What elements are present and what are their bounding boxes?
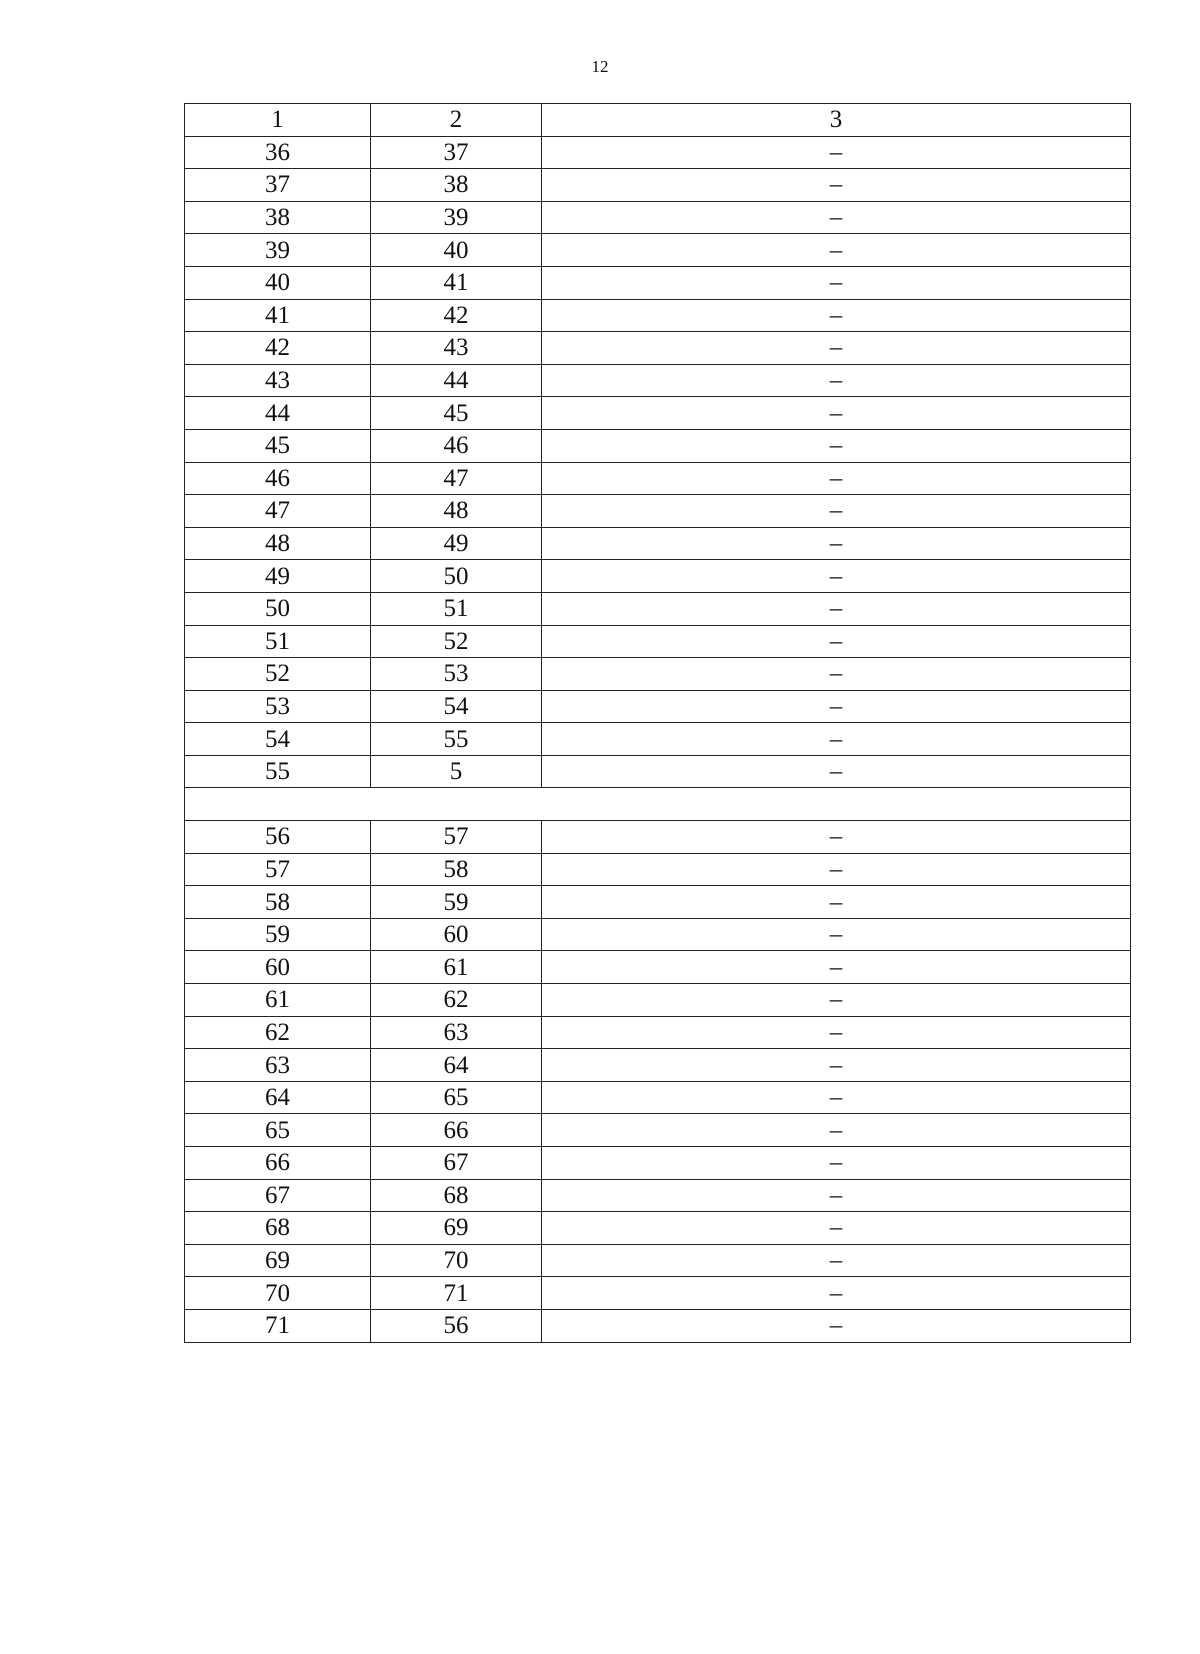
table-cell-col1: 38	[185, 201, 371, 234]
table-cell-col1: 68	[185, 1212, 371, 1245]
header-cell-3: 3	[542, 104, 1131, 137]
table-cell-col3: –	[542, 592, 1131, 625]
table-cell-col1: 46	[185, 462, 371, 495]
table-row	[185, 1212, 1131, 1245]
table-cell-col2: 41	[371, 266, 542, 299]
table-cell-col3: –	[542, 1081, 1131, 1114]
table-cell-col1: 48	[185, 527, 371, 560]
table-cell-col3: –	[542, 234, 1131, 267]
table-row	[185, 1179, 1131, 1212]
table-cell-col2: 63	[371, 1016, 542, 1049]
table-row	[185, 1309, 1131, 1342]
table-cell-col1: 40	[185, 266, 371, 299]
table-cell-col1: 54	[185, 723, 371, 756]
table-row	[185, 886, 1131, 919]
table-separator-cell	[185, 788, 1131, 821]
table-cell-col2: 59	[371, 886, 542, 919]
table-cell-col3: –	[542, 1212, 1131, 1245]
page-number: 12	[591, 57, 609, 76]
table-row	[185, 1244, 1131, 1277]
table-cell-col2: 51	[371, 592, 542, 625]
table-cell-col3: –	[542, 1309, 1131, 1342]
table-cell-col3: –	[542, 527, 1131, 560]
table-cell-col3: –	[542, 755, 1131, 788]
table-row	[185, 560, 1131, 593]
table-row	[185, 821, 1131, 854]
table-row	[185, 234, 1131, 267]
table-cell-col2: 48	[371, 495, 542, 528]
table-cell-col2: 43	[371, 332, 542, 365]
table-cell-col3: –	[542, 201, 1131, 234]
table-cell-col3: –	[542, 364, 1131, 397]
table-cell-col1: 42	[185, 332, 371, 365]
table-cell-col2: 61	[371, 951, 542, 984]
table-cell-col2: 42	[371, 299, 542, 332]
table-cell-col1: 63	[185, 1049, 371, 1082]
header-cell-1: 1	[185, 104, 371, 137]
table-cell-col3: –	[542, 658, 1131, 691]
table-cell-col3: –	[542, 136, 1131, 169]
header-cell-2: 2	[371, 104, 542, 137]
table-cell-col1: 44	[185, 397, 371, 430]
table-row	[185, 332, 1131, 365]
table-row	[185, 527, 1131, 560]
table-row	[185, 592, 1131, 625]
table-cell-col2: 62	[371, 984, 542, 1017]
table-row	[185, 625, 1131, 658]
table-cell-col1: 59	[185, 918, 371, 951]
table-cell-col1: 58	[185, 886, 371, 919]
table-cell-col3: –	[542, 1179, 1131, 1212]
table-row	[185, 723, 1131, 756]
table-cell-col1: 41	[185, 299, 371, 332]
table-header-row	[185, 104, 1131, 137]
table-cell-col2: 64	[371, 1049, 542, 1082]
table-cell-col1: 60	[185, 951, 371, 984]
table-cell-col3: –	[542, 1244, 1131, 1277]
table-cell-col3: –	[542, 169, 1131, 202]
table-row	[185, 918, 1131, 951]
table-cell-col1: 50	[185, 592, 371, 625]
table-cell-col3: –	[542, 332, 1131, 365]
table-cell-col1: 70	[185, 1277, 371, 1310]
table-cell-col2: 57	[371, 821, 542, 854]
table-cell-col1: 37	[185, 169, 371, 202]
table-cell-col1: 43	[185, 364, 371, 397]
table-cell-col1: 39	[185, 234, 371, 267]
table-cell-col1: 57	[185, 853, 371, 886]
table-cell-col2: 53	[371, 658, 542, 691]
table-row	[185, 201, 1131, 234]
table-cell-col2: 67	[371, 1147, 542, 1180]
table-cell-col2: 66	[371, 1114, 542, 1147]
table-cell-col3: –	[542, 918, 1131, 951]
table-cell-col1: 71	[185, 1309, 371, 1342]
table-cell-col3: –	[542, 1147, 1131, 1180]
table-cell-col3: –	[542, 1114, 1131, 1147]
table-row	[185, 266, 1131, 299]
table-cell-col3: –	[542, 886, 1131, 919]
table-cell-col3: –	[542, 1277, 1131, 1310]
table-cell-col3: –	[542, 690, 1131, 723]
table-cell-col2: 40	[371, 234, 542, 267]
table-row	[185, 1147, 1131, 1180]
table-cell-col2: 5	[371, 755, 542, 788]
table-row	[185, 984, 1131, 1017]
table-cell-col3: –	[542, 397, 1131, 430]
table-cell-col1: 65	[185, 1114, 371, 1147]
table-row	[185, 462, 1131, 495]
table-cell-col3: –	[542, 429, 1131, 462]
table-row	[185, 169, 1131, 202]
table-row	[185, 690, 1131, 723]
table-cell-col2: 37	[371, 136, 542, 169]
table-cell-col3: –	[542, 1049, 1131, 1082]
table-row	[185, 951, 1131, 984]
table-cell-col2: 39	[371, 201, 542, 234]
table-cell-col3: –	[542, 462, 1131, 495]
table-cell-col2: 44	[371, 364, 542, 397]
table-row	[185, 136, 1131, 169]
table-row	[185, 429, 1131, 462]
table-cell-col1: 55	[185, 755, 371, 788]
table-cell-col2: 69	[371, 1212, 542, 1245]
table-cell-col2: 55	[371, 723, 542, 756]
table-cell-col1: 64	[185, 1081, 371, 1114]
table-row	[185, 299, 1131, 332]
table-cell-col1: 56	[185, 821, 371, 854]
table-cell-col2: 54	[371, 690, 542, 723]
table-cell-col3: –	[542, 853, 1131, 886]
table-cell-col3: –	[542, 723, 1131, 756]
table-separator-row	[185, 788, 1131, 821]
table-cell-col2: 65	[371, 1081, 542, 1114]
table-row	[185, 755, 1131, 788]
table-row	[185, 495, 1131, 528]
table-cell-col2: 46	[371, 429, 542, 462]
table-cell-col1: 66	[185, 1147, 371, 1180]
table-cell-col3: –	[542, 1016, 1131, 1049]
table-row	[185, 853, 1131, 886]
table-row	[185, 397, 1131, 430]
table-cell-col3: –	[542, 299, 1131, 332]
table-cell-col1: 49	[185, 560, 371, 593]
table-cell-col3: –	[542, 625, 1131, 658]
table-cell-col1: 53	[185, 690, 371, 723]
data-table	[184, 103, 1131, 1343]
table-cell-col2: 70	[371, 1244, 542, 1277]
table-cell-col2: 71	[371, 1277, 542, 1310]
table-cell-col1: 52	[185, 658, 371, 691]
table-cell-col2: 49	[371, 527, 542, 560]
table-cell-col3: –	[542, 495, 1131, 528]
table-cell-col2: 50	[371, 560, 542, 593]
table-row	[185, 1016, 1131, 1049]
table-cell-col1: 51	[185, 625, 371, 658]
table-row	[185, 1277, 1131, 1310]
table-cell-col2: 60	[371, 918, 542, 951]
table-cell-col3: –	[542, 560, 1131, 593]
table-cell-col1: 45	[185, 429, 371, 462]
table-cell-col1: 47	[185, 495, 371, 528]
table-cell-col2: 68	[371, 1179, 542, 1212]
table-cell-col3: –	[542, 951, 1131, 984]
table-body	[185, 104, 1131, 1343]
table-cell-col1: 36	[185, 136, 371, 169]
table-cell-col2: 47	[371, 462, 542, 495]
table-cell-col2: 52	[371, 625, 542, 658]
table-cell-col1: 62	[185, 1016, 371, 1049]
table-cell-col2: 38	[371, 169, 542, 202]
table-cell-col1: 67	[185, 1179, 371, 1212]
table-cell-col3: –	[542, 266, 1131, 299]
table-cell-col3: –	[542, 821, 1131, 854]
table-cell-col2: 45	[371, 397, 542, 430]
table-cell-col2: 56	[371, 1309, 542, 1342]
table-row	[185, 658, 1131, 691]
table-row	[185, 1081, 1131, 1114]
table-cell-col2: 58	[371, 853, 542, 886]
table-row	[185, 1049, 1131, 1082]
table-cell-col1: 69	[185, 1244, 371, 1277]
table-row	[185, 1114, 1131, 1147]
table-cell-col1: 61	[185, 984, 371, 1017]
table-cell-col3: –	[542, 984, 1131, 1017]
table-row	[185, 364, 1131, 397]
